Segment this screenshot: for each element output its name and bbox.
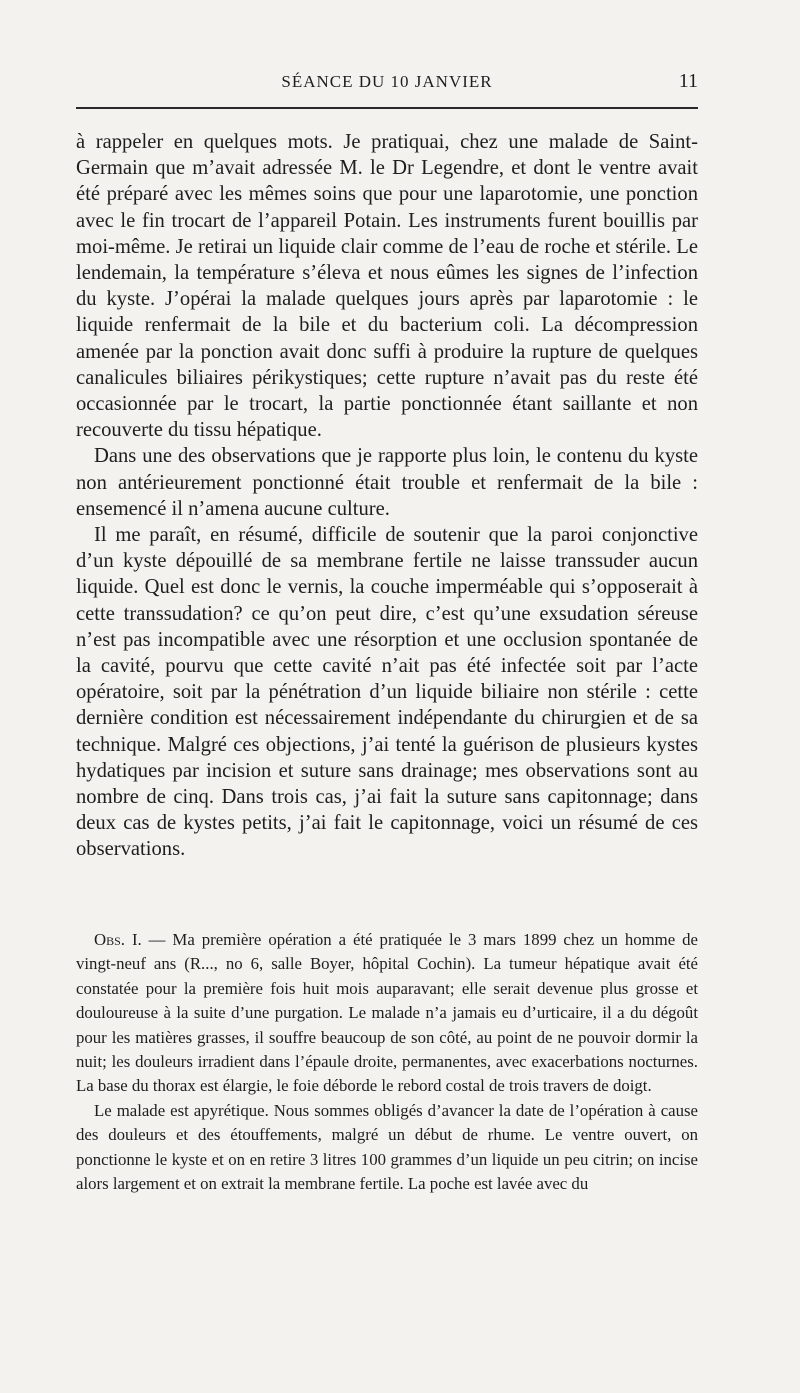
observation-paragraph-1 xyxy=(76,928,698,1099)
page-header xyxy=(76,70,698,96)
page-number: 11 xyxy=(678,70,698,92)
paragraph-summary: Il me paraît, en résumé, difficile de soutenir que la paroi conjonctive d’un kyste dépouillé de sa membrane fertile ne laisse transsuder aucun liquide. Quel est donc le vernis, la couche imperméable qui s’opposerait à cette transsudation? ce qu’on peut dire, c’est qu’une exsudation séreuse n’est pas incompatible avec une résorption et une occlusion spontanée de la cavité, pourvu que cette cavité n’ait pas été infectée soit par l’acte opératoire, soit par la pénétration d’un liquide biliaire non stérile : cette dernière condition est nécessairement indépendante du chirurgien et de sa technique. Malgré ces objections, j’ai tenté la guérison de plusieurs kystes hydatiques par incision et suture sans drainage; mes observations sont au nombre de cinq. Dans trois cas, j’ai fait la suture sans capitonnage; dans deux cas de kystes petits, j’ai fait le capitonnage, voici un résumé de ces observations. xyxy=(76,524,698,861)
paragraph-continuation: à rappeler en quelques mots. Je pratiquai, chez une malade de Saint-Germain que m’avait adressée M. le Dr Legendre, et dont le ventre avait été préparé avec les mêmes soins que pour une laparotomie, une ponction avec le fin trocart de l’appareil Potain. Les instruments furent bouillis par moi-même. Je retirai un liquide clair comme de l’eau de roche et stérile. Le lendemain, la température s’éleva et nous eûmes les signes de l’infection du kyste. J’opérai la malade quelques jours après par laparotomie : le liquide renfermait de la bile et du bacterium coli. La décompression amenée par la ponction avait donc suffi à produire la rupture de quelques canalicules biliaires périkystiques; cette rupture n’avait pas du reste été occasionnée par le trocart, la partie ponctionnée étant saillante et non recouverte du tissu hépatique. xyxy=(76,131,698,442)
paragraph-observation-note: Dans une des observations que je rapporte plus loin, le contenu du kyste non antérieurement ponctionné était trouble et renfermait de la bile : ensemencé il n’amena aucune culture. xyxy=(76,445,698,520)
header-rule xyxy=(76,107,698,109)
main-text xyxy=(76,129,698,863)
running-title: SÉANCE DU 10 JANVIER xyxy=(281,72,493,91)
observation-text-1: — Ma première opération a été pratiquée le 3 mars 1899 chez un homme de vingt-neuf ans (R..., no 6, salle Boyer, hôpital Cochin). La tumeur hépatique avait été constatée pour la première fois huit mois auparavant; elle serait devenue plus grosse et douloureuse à la suite d’une purgation. Le malade n’a jamais eu d’urticaire, il a du dégoût pour les matières grasses, il souffre beaucoup de son côté, au point de ne pouvoir dormir la nuit; les douleurs irradient dans l’épaule droite, permanentes, avec exacerbations nocturnes. La base du thorax est élargie, le foie déborde le rebord costal de trois travers de doigt. xyxy=(76,930,698,1096)
observation-section xyxy=(76,928,698,1196)
observation-paragraph-2: Le malade est apyrétique. Nous sommes obligés d’avancer la date de l’opération à cause des douleurs et des étouffements, malgré un début de rhume. Le ventre ouvert, on ponctionne le kyste et on en retire 3 litres 100 grammes d’un liquide un peu citrin; on incise alors largement et on extrait la membrane fertile. La poche est lavée avec du xyxy=(76,1100,698,1194)
observation-label: Obs. I. xyxy=(94,930,142,949)
